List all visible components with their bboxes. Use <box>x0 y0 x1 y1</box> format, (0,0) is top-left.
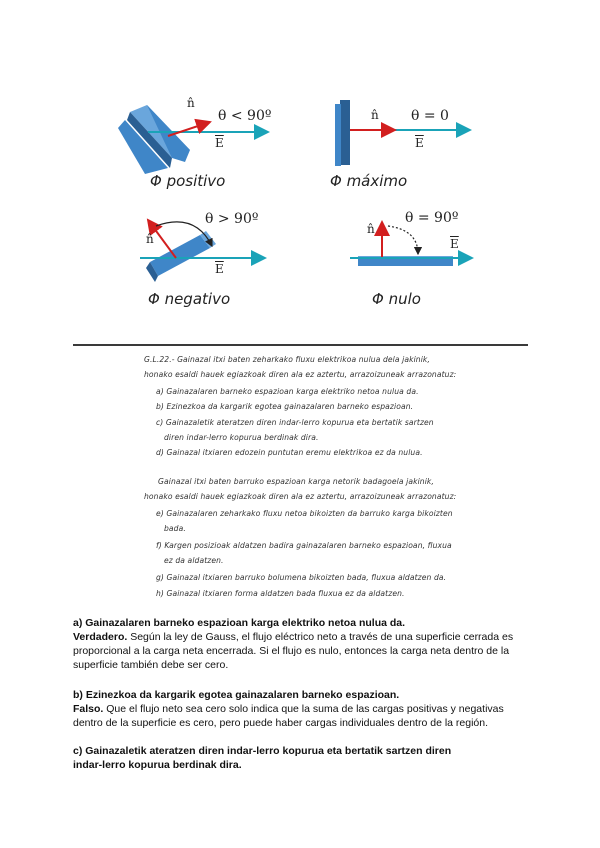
angle-arc <box>388 226 418 254</box>
exercise-item: bada. <box>164 524 186 533</box>
panel-negativo <box>140 220 265 282</box>
exercise-intro-4: honako esaldi hauek egiazkoak diren ala ez aztertu, arrazoizuneak arrazonatuz: <box>144 492 457 501</box>
theta-label: θ = 90º <box>405 210 459 226</box>
surface-plate <box>146 231 216 282</box>
exercise-item: g) Gainazal itxiaren barruko bolumena bikoizten bada, fluxua aldatzen da. <box>156 573 447 582</box>
answer-heading: a) Gainazalaren barneko espazioan karga elektriko netoa nulua da. <box>73 617 406 629</box>
answer-a <box>73 616 535 672</box>
answer-text: Según la ley de Gauss, el flujo eléctrico neto a través de una superficie cerrada es proporcional a la carga neta encerrada. Si el flujo es nulo, entonces la carga neta dentro de la superficie también debe ser cero. <box>73 631 514 671</box>
answer-verdict: Verdadero. <box>73 631 128 643</box>
normal-vector <box>168 122 210 136</box>
answer-heading: c) Gainazaletik ateratzen diren indar-lerro kopurua eta bertatik sartzen diren indar-lerro kopurua berdinak dira. <box>73 745 452 771</box>
exercise-item: f) Kargen posizioak aldatzen badira gainazalaren barneko espazioan, fluxua <box>156 541 452 550</box>
exercise-item: a) Gainazalaren barneko espazioan karga elektriko netoa nulua da. <box>156 387 419 396</box>
exercise-item: ez da aldatzen. <box>164 556 224 565</box>
answer-c <box>73 744 463 772</box>
field-label: $\overline{E}$ <box>215 262 224 276</box>
surface-plate <box>340 100 350 165</box>
normal-label: n̂ <box>187 96 195 110</box>
caption-negativo: Φ negativo <box>148 290 231 308</box>
normal-label: n̂ <box>367 222 375 236</box>
panel-maximo <box>335 100 470 166</box>
surface-plate <box>118 105 190 174</box>
normal-label: n̂ <box>146 232 154 246</box>
theta-label: θ = 0 <box>411 108 449 124</box>
theta-label: θ < 90º <box>218 108 272 124</box>
exercise-intro-1: G.L.22.- Gainazal itxi baten zeharkako fluxu elektrikoa nulua dela jakinik, <box>144 355 430 364</box>
normal-label: n̂ <box>371 108 379 122</box>
section-divider <box>73 344 528 346</box>
exercise-item: c) Gainazaletik ateratzen diren indar-lerro kopurua eta bertatik sartzen <box>156 418 434 427</box>
exercise-item: diren indar-lerro kopurua berdinak dira. <box>164 433 319 442</box>
caption-maximo: Φ máximo <box>330 172 408 190</box>
exercise-item: e) Gainazalaren zeharkako fluxu netoa bikoizten da barruko karga bikoizten <box>156 509 453 518</box>
answer-text: Que el flujo neto sea cero solo indica que la suma de las cargas positivas y negativas dentro de la superficie es cero, pero puede haber cargas individuales dentro de la región. <box>73 703 504 729</box>
exercise-intro-2: honako esaldi hauek egiazkoak diren ala ez aztertu, arrazoizuneak arrazonatuz: <box>144 370 457 379</box>
flux-figure <box>0 0 600 340</box>
field-label: $\overline{E}$ <box>215 136 224 150</box>
answer-heading: b) Ezinezkoa da kargarik egotea gainazalaren barneko espazioan. <box>73 689 400 701</box>
answer-b <box>73 688 535 730</box>
caption-positivo: Φ positivo <box>150 172 226 190</box>
exercise-intro-3: Gainazal itxi baten barruko espazioan karga netorik badagoela jakinik, <box>158 477 434 486</box>
exercise-item: d) Gainazal itxiaren edozein puntutan eremu elektrikoa ez da nulua. <box>156 448 423 457</box>
exercise-item: b) Ezinezkoa da kargarik egotea gainazalaren barneko espazioan. <box>156 402 414 411</box>
exercise-item: h) Gainazal itxiaren forma aldatzen bada fluxua ez da aldatzen. <box>156 589 405 598</box>
field-label: $\overline{E}$ <box>415 136 424 150</box>
answer-verdict: Falso. <box>73 703 104 715</box>
field-label: $\overline{E}$ <box>450 237 459 251</box>
theta-label: θ > 90º <box>205 211 259 227</box>
caption-nulo: Φ nulo <box>372 290 421 308</box>
